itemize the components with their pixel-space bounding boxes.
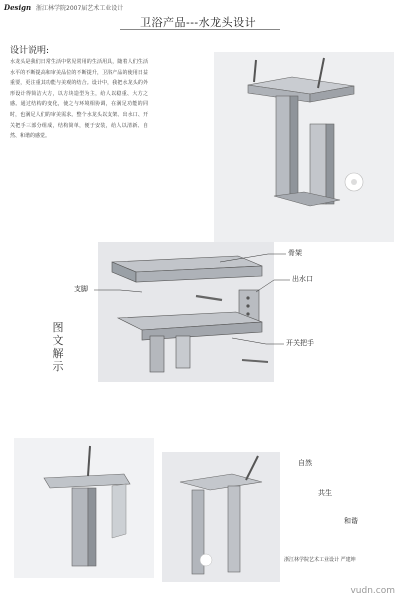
description-heading: 设计说明: [10, 46, 50, 56]
brand-logo: Design [4, 3, 32, 12]
label-handle: 开关把手 [286, 339, 314, 347]
school-line: 浙江林学院2007届艺术工业设计 [36, 5, 124, 12]
page-title: 卫浴产品---水龙头设计 [140, 16, 257, 29]
label-support: 支脚 [74, 285, 88, 293]
motto-line-1: 自然 [298, 459, 312, 467]
label-frame: 骨架 [288, 249, 302, 257]
description-body: 水龙头是我们日常生活中常见常用的生活用具，随着人们生活水平的不断提高和审美品位的不断提升，卫浴产品的使用日益重要，更注重其功能与美观的结合。设计中，我把水龙头的外形设计得简洁大方，以方块造型为主，给人以稳重、大方之感。通过结构的变化，使之与环境相协调，在满足功能的同时，也满足人们的审美需求。整个水龙头以支架、出水口、开关把手三部分组成，结构简单，便于安装，给人以清新、自然、和谐的感觉。 [10, 59, 148, 140]
designer-signature: 浙江林学院艺术工业设计 严建坤 [284, 557, 356, 563]
flower-decoration-icon [200, 554, 212, 566]
motto-line-3: 和谐 [344, 517, 358, 525]
label-outlet: 出水口 [292, 275, 313, 283]
faucet-angle-illustration [162, 452, 280, 582]
diagram-side-title: 图文解示 [52, 321, 64, 373]
product-render-bottom-center [162, 452, 280, 582]
product-render-bottom-left [14, 438, 154, 578]
faucet-front-illustration [14, 438, 154, 578]
motto-line-2: 共生 [318, 489, 332, 497]
watermark: vudn.com [350, 586, 395, 596]
